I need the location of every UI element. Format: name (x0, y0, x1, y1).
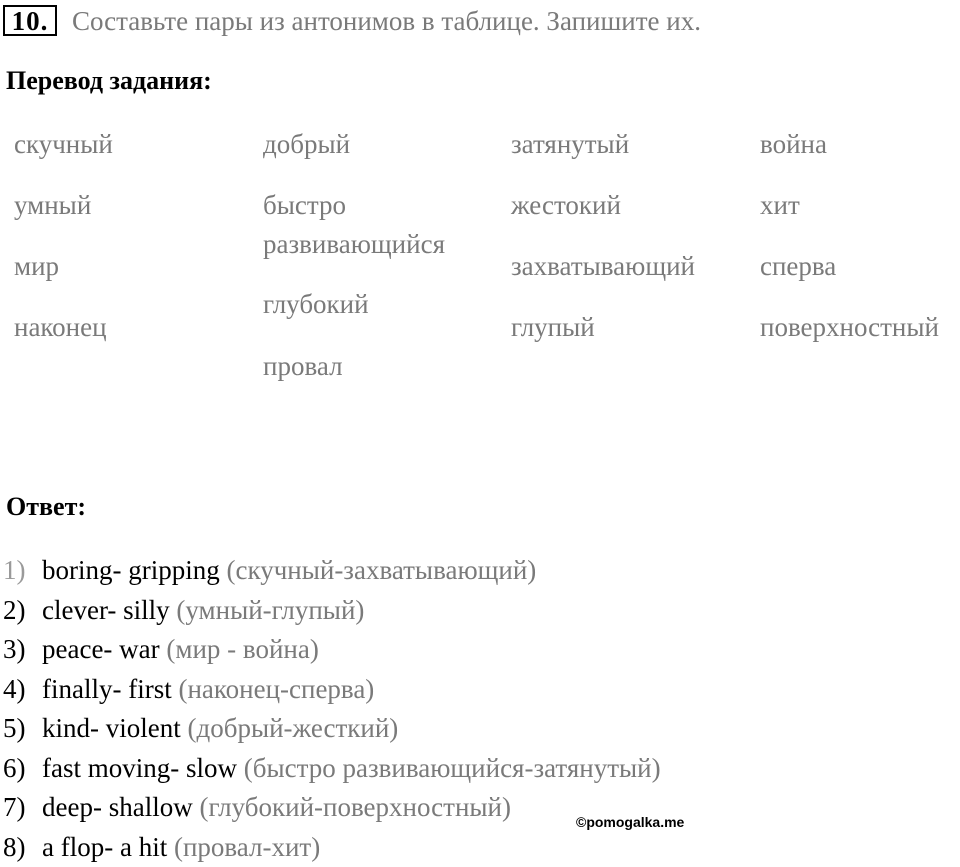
answer-russian: (глубокий-поверхностный) (199, 792, 511, 822)
word-item: наконец (14, 311, 107, 343)
answer-number: 3) (3, 630, 42, 670)
word-item: захватывающий (511, 250, 695, 282)
answer-russian: (быстро развивающийся-затянутый) (244, 753, 661, 783)
answer-english: deep- shallow (42, 792, 193, 822)
word-item: жестокий (511, 189, 621, 221)
answer-list (3, 551, 661, 867)
answer-english: a flop- a hit (42, 832, 167, 862)
answer-english: boring- gripping (42, 555, 220, 585)
translation-heading: Перевод задания: (6, 66, 212, 96)
task-instruction: Составьте пары из антонимов в таблице. Запишите их. (72, 4, 701, 38)
answer-russian: (мир - война) (166, 634, 318, 664)
answer-heading: Ответ: (6, 492, 86, 522)
answer-number: 7) (3, 788, 42, 828)
answer-english: fast moving- slow (42, 753, 237, 783)
word-item: умный (14, 189, 91, 221)
answer-item (3, 749, 661, 789)
word-item: быстро (263, 189, 346, 221)
answer-item (3, 788, 661, 828)
answer-number: 8) (3, 828, 42, 867)
answer-number: 1) (3, 551, 42, 591)
answer-item (3, 709, 661, 749)
answer-number: 5) (3, 709, 42, 749)
word-item: развивающийся (263, 228, 445, 260)
answer-item (3, 670, 661, 710)
answer-english: peace- war (42, 634, 160, 664)
word-item: хит (760, 189, 800, 221)
answer-item (3, 551, 661, 591)
answer-russian: (провал-хит) (174, 832, 320, 862)
answer-number: 6) (3, 749, 42, 789)
answer-russian: (добрый-жесткий) (187, 713, 398, 743)
answer-item (3, 630, 661, 670)
answer-russian: (скучный-захватывающий) (226, 555, 536, 585)
word-item: глубокий (263, 288, 369, 320)
answer-item (3, 828, 661, 867)
answer-english: kind- violent (42, 713, 181, 743)
word-item: скучный (14, 128, 113, 160)
answer-russian: (наконец-сперва) (178, 674, 374, 704)
answer-item (3, 591, 661, 631)
task-number: 10. (3, 5, 57, 36)
answer-number: 4) (3, 670, 42, 710)
watermark: ©pomogalka.me (576, 814, 684, 830)
word-item: мир (14, 250, 59, 282)
word-item: затянутый (511, 128, 629, 160)
word-item: добрый (263, 128, 350, 160)
word-item: провал (263, 350, 343, 382)
answer-russian: (умный-глупый) (176, 595, 364, 625)
answer-english: finally- first (42, 674, 172, 704)
word-item: война (760, 128, 827, 160)
answer-number: 2) (3, 591, 42, 631)
word-item: сперва (760, 250, 836, 282)
answer-english: clever- silly (42, 595, 170, 625)
word-item: глупый (511, 311, 595, 343)
word-item: поверхностный (760, 311, 939, 343)
